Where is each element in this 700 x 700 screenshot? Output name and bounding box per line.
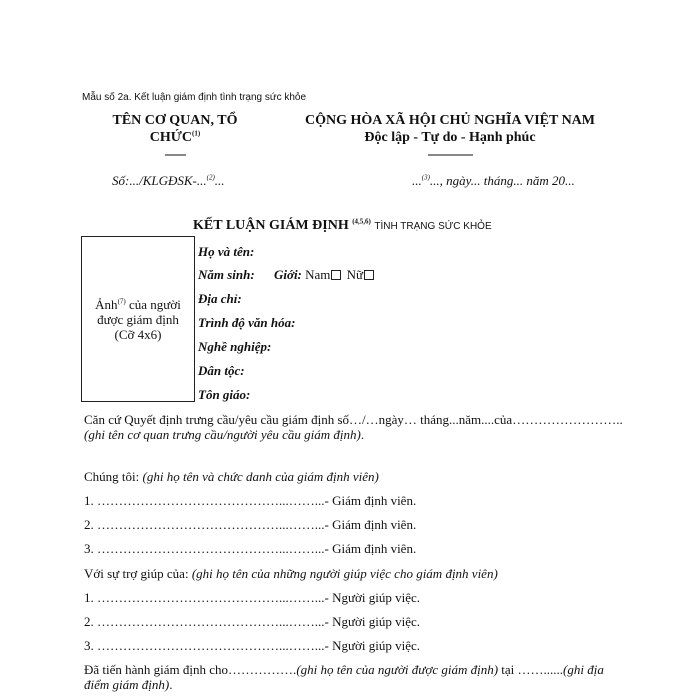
examiner-line: 1. ……………………………………...……...- Giám định viên. (84, 493, 417, 508)
assistant-line: 3. ……………………………………...……...- Người giúp việc. (84, 638, 421, 653)
field-religion: Tôn giáo: (198, 387, 251, 402)
basis-note: (ghi tên cơ quan trưng cầu/người yêu cầu giám định) (84, 427, 361, 442)
document-number: Số:.../KLGĐSK-...$^{(2)}$... (112, 173, 225, 188)
organization-name-line2: CHỨC$^{(1)}$ (149, 129, 201, 145)
document-title-main: KẾT LUẬN GIÁM ĐỊNH (193, 218, 349, 233)
gender-male-option[interactable]: Nam (305, 267, 343, 282)
examiner-line: 3. ……………………………………...……...- Giám định viên. (84, 541, 417, 556)
photo-caption-line3: (Cỡ 4x6) (114, 326, 162, 342)
field-full-name: Họ và tên: (198, 244, 255, 259)
gender-female-checkbox[interactable] (364, 270, 374, 280)
field-ethnicity: Dân tộc: (198, 363, 245, 378)
examiners-intro: Chúng tôi: (ghi họ tên và chức danh của giám định viên) (84, 469, 379, 484)
examiner-line: 2. ……………………………………...……...- Giám định viên. (84, 517, 417, 532)
national-motto-divider: --------------- (427, 147, 473, 161)
gender-female-option[interactable]: Nữ (347, 267, 376, 282)
organization-header (100, 112, 250, 163)
organization-footnote-marker: (1) (192, 129, 201, 138)
document-date: ...$^{(3)}$..., ngày... tháng... năm 20... (412, 173, 575, 188)
field-education: Trình độ văn hóa: (198, 315, 296, 330)
field-address: Địa chỉ: (198, 291, 242, 306)
document-title (193, 218, 492, 234)
field-gender-label: Giới: (273, 267, 302, 282)
national-motto: Độc lập - Tự do - Hạnh phúc (364, 130, 536, 145)
document-title-sub: TÌNH TRẠNG SỨC KHỎE (374, 221, 492, 232)
organization-name-line1: TÊN CƠ QUAN, TỔ (112, 113, 238, 128)
gender-male-checkbox[interactable] (331, 270, 341, 280)
photo-placeholder (81, 236, 195, 402)
basis-paragraph: Căn cứ Quyết định trưng cầu/yêu cầu giám định số…/…ngày… tháng...năm....của……………………..(ghi tên cơ quan trưng cầu/người yêu cầu giám định). (84, 412, 623, 442)
form-code: Mẫu số 2a. Kết luận giám định tình trạng sức khỏe (82, 92, 307, 103)
national-title: CỘNG HÒA XÃ HỘI CHỦ NGHĨA VIỆT NAM (304, 113, 595, 128)
assistants-intro: Với sự trợ giúp của: (ghi họ tên của những người giúp việc cho giám định viên) (84, 566, 498, 581)
assistant-line: 1. ……………………………………...……...- Người giúp việc. (84, 590, 421, 605)
photo-caption-line1: Ảnh$^{(7)}$ của người (95, 296, 181, 312)
field-birth-year: Năm sinh: Giới: Nam Nữ (198, 267, 376, 283)
photo-caption-line2: được giám định (97, 311, 179, 327)
organization-divider: ------- (164, 147, 186, 161)
national-header (280, 112, 620, 163)
conducted-paragraph: Đã tiến hành giám định cho…………….(ghi họ tên của người được giám định) tại ……......(ghi địa điểm giám định). (84, 662, 604, 692)
document-title-note: (4,5,6) (352, 217, 371, 226)
field-occupation: Nghề nghiệp: (198, 339, 272, 354)
assistant-line: 2. ……………………………………...……...- Người giúp việc. (84, 614, 421, 629)
